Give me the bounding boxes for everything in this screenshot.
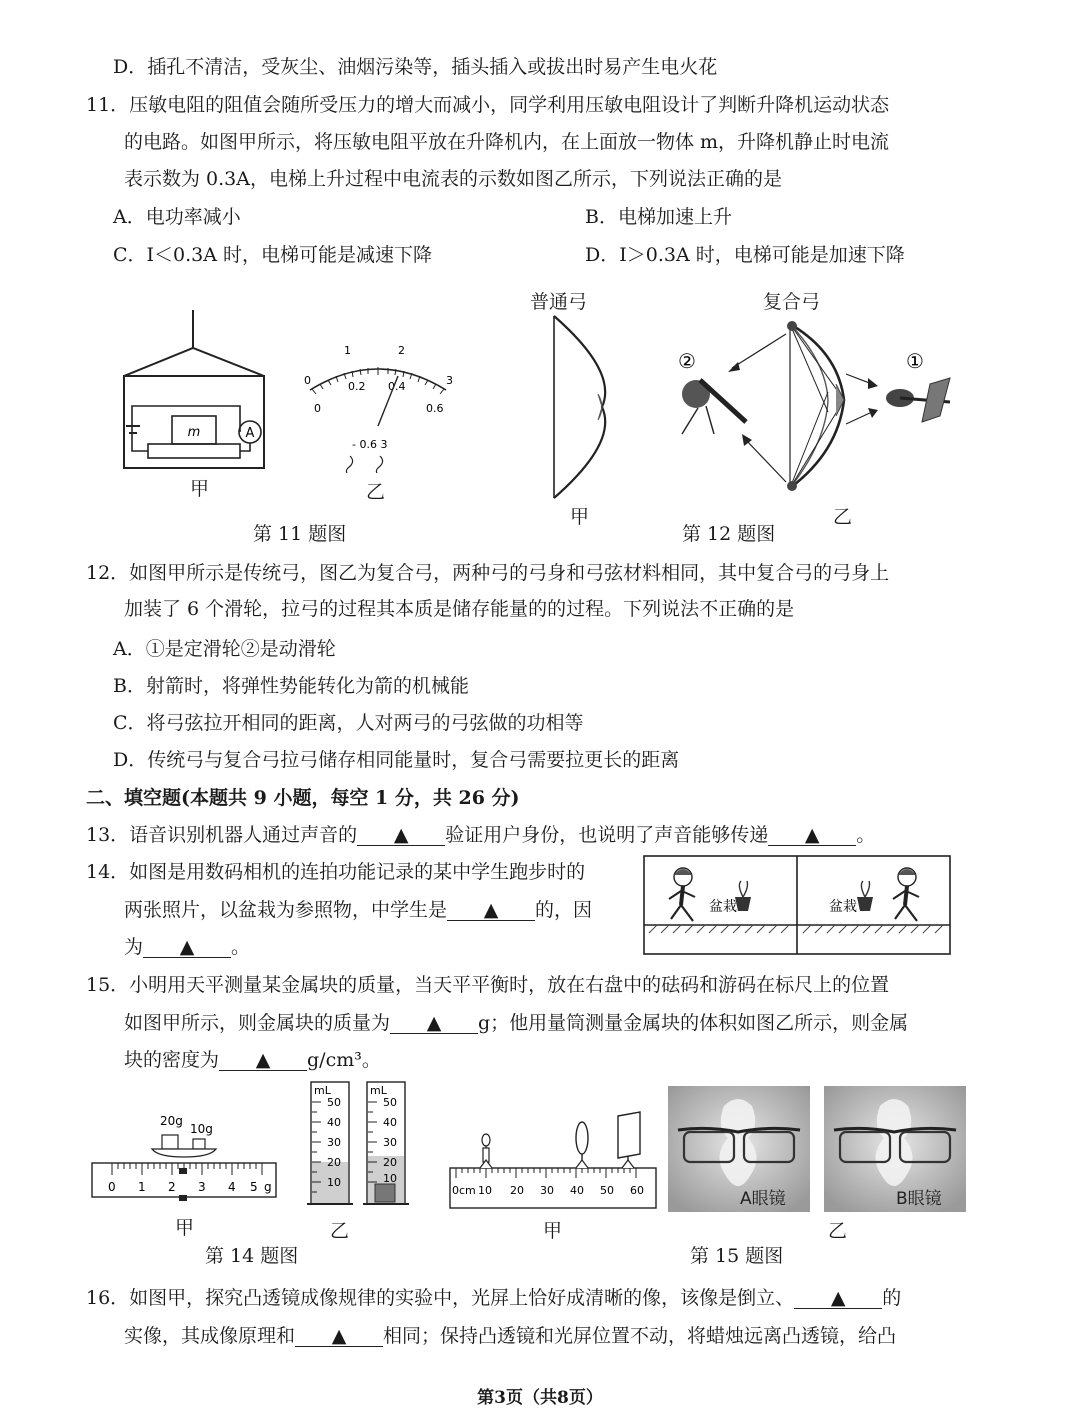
q16-text-d: 相同；保持凸透镜和光屏位置不动，将蜡烛远离凸透镜，给凸 [383,1325,897,1347]
q11-figure-ammeter-dial [298,338,458,473]
rider-marker [179,1168,187,1174]
glasses-a-label: A眼镜 [740,1189,786,1209]
q15-fig-jia-label: 甲 [543,1220,563,1242]
scale-top-2: 2 [398,344,405,357]
cyl2-10: 10 [383,1172,397,1185]
q14-text-b: 的，因 [535,899,593,921]
q14-text-a: 两张照片，以盆栽为参照物，中学生是 [124,899,448,921]
q14-line2 [124,897,592,923]
pot-label-left: 盆栽 [709,899,737,915]
ruler-2: 2 [168,1180,176,1194]
q11-stem-line1: 11．压敏电阻的阻值会随所受压力的增大而减小，同学利用压敏电阻设计了判断升降机运动状态 [86,94,890,116]
scale-top-0: 0 [304,374,311,387]
scale-bottom-02: 0.2 [348,380,366,393]
cyl2-unit: mL [370,1084,387,1097]
q14-text-d: 。 [231,936,251,958]
ammeter-label: A [245,426,255,441]
q12-option-c: C．将弓弦拉开相同的距离，人对两弓的弓弦做的功相等 [113,712,584,734]
pulley-bottom-icon [787,481,797,491]
mark-1: ① [906,349,924,373]
q15-caption: 第 15 题图 [690,1245,784,1267]
q14-figure-running-photos [643,855,951,955]
q14-fig-yi-label: 乙 [330,1220,350,1242]
q11-stem-line3: 表示数为 0.3A，电梯上升过程中电流表的示数如图乙所示，下列说法正确的是 [124,168,782,190]
q14-text-c: 为 [124,936,144,958]
mass-label: m [187,425,201,440]
q12-caption: 第 12 题图 [682,523,776,545]
pulley-top-icon [787,321,797,331]
scale-top-1: 1 [344,344,351,357]
q11-option-b: B．电梯加速上升 [585,206,732,228]
q11-option-c: C．I＜0.3A 时，电梯可能是减速下降 [113,244,433,266]
q15-line1: 15．小明用天平测量某金属块的质量，当天平平衡时，放在右盘中的砝码和游码在标尺上的位置 [86,974,890,996]
cyl1-50: 50 [327,1096,341,1109]
ruler-4: 4 [228,1180,236,1194]
q13-blank-1: ▲ [357,825,445,846]
q14-caption: 第 14 题图 [205,1245,299,1267]
cyl2-50: 50 [383,1096,397,1109]
q15-text-b: g；他用量筒测量金属块的体积如图乙所示，则金属 [478,1012,909,1034]
q11-fig-yi-label: 乙 [366,481,386,503]
q11-caption: 第 11 题图 [253,523,347,545]
candle-flame-icon [482,1134,490,1146]
q15-line2 [124,1010,908,1036]
page-footer: 第3页（共8页） [477,1388,603,1408]
q10-option-d: D．插孔不清洁，受灰尘、油烟污染等，插头插入或拔出时易产生电火花 [113,56,718,78]
q13-line [86,822,875,848]
bench-10: 10 [478,1184,492,1197]
q11-option-a: A．电功率减小 [113,206,241,228]
cyl1-40: 40 [327,1116,341,1129]
q14-blank-1: ▲ [447,900,535,921]
q16-text-b: 的 [882,1287,902,1309]
q14-line1: 14．如图是用数码相机的连拍功能记录的某中学生跑步时的 [86,861,586,883]
section-2-heading: 二、填空题(本题共 9 小题，每空 1 分，共 26 分) [86,787,520,809]
q12-figure-compound-bow [668,312,958,507]
weight-10g-label: 10g [190,1122,213,1136]
meter-terminals: - 0.6 3 [352,438,388,451]
q15-text-a: 如图甲所示，则金属块的质量为 [124,1012,391,1034]
q12-stem-line2: 加装了 6 个滑轮，拉弓的过程其本质是储存能量的的过程。下列说法不正确的是 [124,598,795,620]
ruler-0: 0 [108,1180,116,1194]
q15-text-c: 块的密度为 [124,1049,220,1071]
light-screen-icon [618,1112,640,1158]
q14-figure-measuring-cylinders [303,1078,413,1213]
q11-figure-elevator-circuit [118,308,278,473]
ruler-3: 3 [198,1180,206,1194]
ruler-1: 1 [138,1180,146,1194]
cyl1-10: 10 [327,1176,341,1189]
metal-block [375,1184,395,1202]
weight-20g-icon [162,1135,178,1149]
bench-30: 30 [540,1184,554,1197]
q12-fig-yi-label: 乙 [833,506,853,528]
q16-blank-2: ▲ [295,1326,383,1347]
q14-fig-jia-label: 甲 [175,1217,195,1239]
q11-fig-jia-label: 甲 [190,478,210,500]
bench-20: 20 [510,1184,524,1197]
scale-bottom-0: 0 [314,402,321,415]
ruler-unit: g [264,1180,272,1194]
scale-top-3: 3 [446,374,453,387]
q12-option-b: B．射箭时，将弹性势能转化为箭的机械能 [113,675,469,697]
q12-label-putong: 普通弓 [530,291,588,313]
cyl2-20: 20 [383,1156,397,1169]
q16-line1 [86,1285,901,1311]
q12-figure-traditional-bow [540,312,620,502]
q12-option-d: D．传统弓与复合弓拉弓储存相同能量时，复合弓需要拉更长的距离 [113,749,680,771]
q12-stem-line1: 12．如图甲所示是传统弓，图乙为复合弓，两种弓的弓身和弓弦材料相同，其中复合弓的弓身上 [86,562,890,584]
q15-blank-1: ▲ [390,1013,478,1034]
pot-label-right: 盆栽 [829,899,857,915]
glasses-b-label: B眼镜 [896,1189,942,1209]
q15-fig-yi-label: 乙 [828,1220,848,1242]
bench-0cm: 0cm [452,1184,476,1197]
q13-blank-2: ▲ [768,825,856,846]
rider-marker-bottom [179,1195,187,1201]
q15-figure-glasses-photos [668,1086,966,1212]
scale-bottom-06: 0.6 [426,402,444,415]
q14-line3 [124,934,250,960]
convex-lens-icon [576,1122,588,1154]
q15-line3 [124,1047,381,1073]
q11-stem-line2: 的电路。如图甲所示，将压敏电阻平放在升降机内，在上面放一物体 m，升降机静止时电流 [124,131,890,153]
cyl2-40: 40 [383,1116,397,1129]
q15-blank-2: ▲ [219,1050,307,1071]
q15-figure-optical-bench [448,1110,660,1210]
q16-text-a: 16．如图甲，探究凸透镜成像规律的实验中，光屏上恰好成清晰的像，该像是倒立、 [86,1287,795,1309]
scale-bottom-04: 0.4 [388,380,406,393]
weight-20g-label: 20g [160,1114,183,1128]
cyl1-unit: mL [314,1084,331,1097]
ruler-5: 5 [250,1180,258,1194]
q12-fig-jia-label: 甲 [570,506,590,528]
q16-line2 [124,1323,896,1349]
bench-50: 50 [600,1184,614,1197]
bench-60: 60 [630,1184,644,1197]
balance-pan [152,1149,216,1157]
q12-option-a: A．①是定滑轮②是动滑轮 [113,638,336,660]
q13-text-b: 验证用户身份，也说明了声音能够传递 [445,824,769,846]
q12-label-fuhe: 复合弓 [763,291,821,313]
q11-option-d: D．I＞0.3A 时，电梯可能是加速下降 [585,244,905,266]
cyl1-20: 20 [327,1156,341,1169]
q14-blank-2: ▲ [143,937,231,958]
q13-text-a: 13．语音识别机器人通过声音的 [86,824,358,846]
mark-2: ② [678,349,696,373]
q14-figure-balance-scale [90,1105,280,1205]
q15-text-d: g/cm³。 [307,1049,381,1071]
q13-text-c: 。 [856,824,876,846]
cyl2-30: 30 [383,1136,397,1149]
q16-text-c: 实像，其成像原理和 [124,1325,296,1347]
cyl1-30: 30 [327,1136,341,1149]
q16-blank-1: ▲ [794,1288,882,1309]
weight-10g-icon [193,1139,205,1149]
bench-40: 40 [570,1184,584,1197]
